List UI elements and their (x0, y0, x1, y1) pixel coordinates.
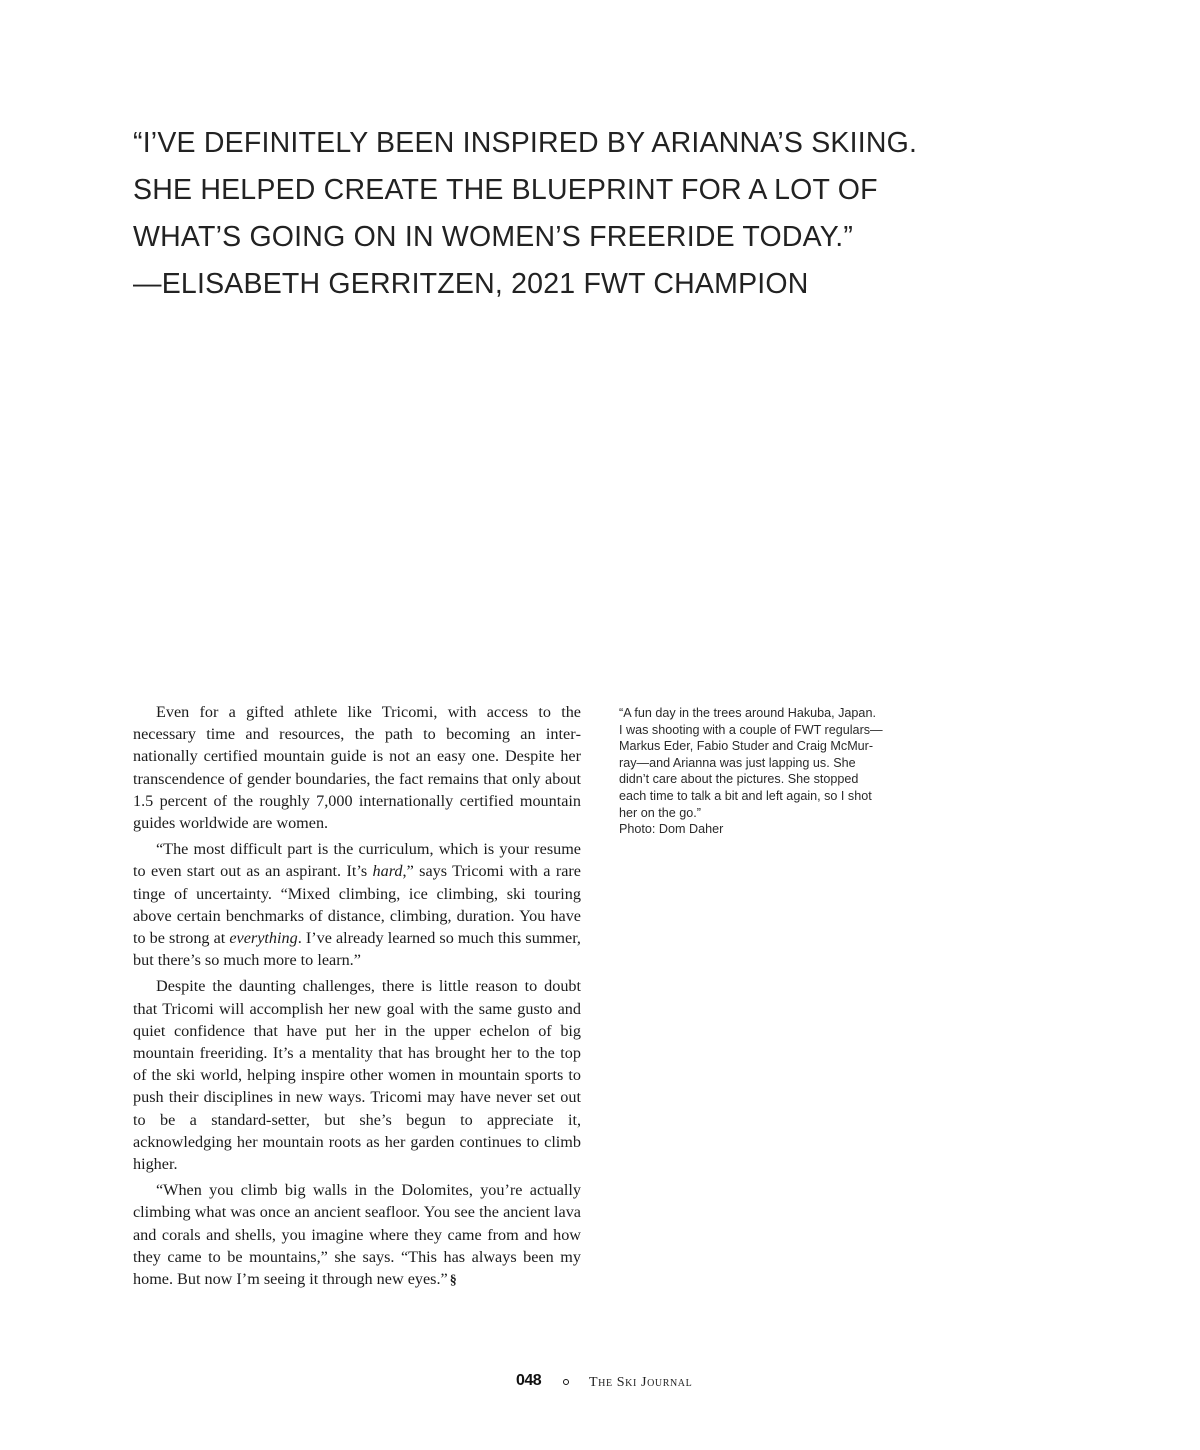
body-paragraph (133, 838, 581, 971)
emphasis-text: hard (372, 862, 403, 881)
article-body (133, 701, 581, 1296)
separator-dot-icon (563, 1379, 569, 1385)
body-paragraph: Despite the daunting challenges, there is little reason to doubt that Tricomi will accomplish her new goal with the same gusto and quiet confidence that have put her in the upper echelon of big mountain freeriding. It’s a mentality that has brought her to the top of the ski world, helping inspire other women in mountain sports to push their disciplines in new ways. Tricomi may have never set out to be a standard-setter, but she’s begun to appreciate it, acknowledging her mountain roots as her garden continues to climb higher. (133, 977, 581, 1174)
body-paragraph (133, 1179, 581, 1292)
end-mark-icon: § (449, 1273, 456, 1289)
caption-line: her on the go.” (619, 805, 701, 820)
caption-line: each time to talk a bit and left again, so I shot (619, 788, 872, 803)
body-text: . I’ve already learned so much this summer, but there’s so much more to learn.” (133, 929, 581, 970)
emphasis-text: everything (229, 929, 298, 948)
photo-credit: Photo: Dom Daher (619, 822, 724, 837)
pull-quote (133, 120, 1113, 308)
publication-name: The Ski Journal (589, 1375, 693, 1390)
pull-quote-attribution: —ELISABETH GERRITZEN, 2021 FWT CHAMPION (133, 268, 809, 300)
body-paragraph: Even for a gifted athlete like Tricomi, with access to the necessary time and resources, the path to becoming an internationally certified mountain guide is not an easy one. Despite her transcendence of gender boundaries, the fact remains that only about 1.5 percent of the roughly 7,000 internationally certified mountain guides worldwide are women. (133, 703, 581, 833)
photo-caption (619, 705, 909, 838)
caption-line: ray—and Arianna was just lapping us. She (619, 755, 856, 770)
caption-line: “A fun day in the trees around Hakuba, Japan. (619, 706, 876, 720)
body-text: “When you climb big walls in the Dolomites, you’re actually climbing what was once an ancient seafloor. You see the ancient lava and corals and shells, you imagine where they came from and how they came to be mountains,” she says. “This has always been my home. But now I’m seeing it through new eyes.” (133, 1181, 581, 1289)
caption-line: Markus Eder, Fabio Studer and Craig McMur- (619, 739, 874, 754)
body-text: ,” says Tricomi with a rare tinge of uncertainty. “Mixed climbing, ice climbing, ski touring above certain benchmarks of distance, climbing, duration. You have to be strong at (133, 862, 581, 948)
page-footer (0, 1370, 1200, 1394)
page-number: 048 (516, 1372, 542, 1389)
caption-line: didn’t care about the pictures. She stopped (619, 772, 859, 787)
pull-quote-line: WHAT’S GOING ON IN WOMEN’S FREERIDE TODAY.” (133, 221, 854, 253)
caption-line: I was shooting with a couple of FWT regulars— (619, 722, 883, 737)
pull-quote-line: SHE HELPED CREATE THE BLUEPRINT FOR A LOT OF (133, 174, 878, 206)
body-text: “The most difficult part is the curriculum, which is your resume to even start out as an aspirant. It’s (133, 840, 581, 881)
pull-quote-line: “I’VE DEFINITELY BEEN INSPIRED BY ARIANNA’S SKIING. (133, 127, 918, 159)
